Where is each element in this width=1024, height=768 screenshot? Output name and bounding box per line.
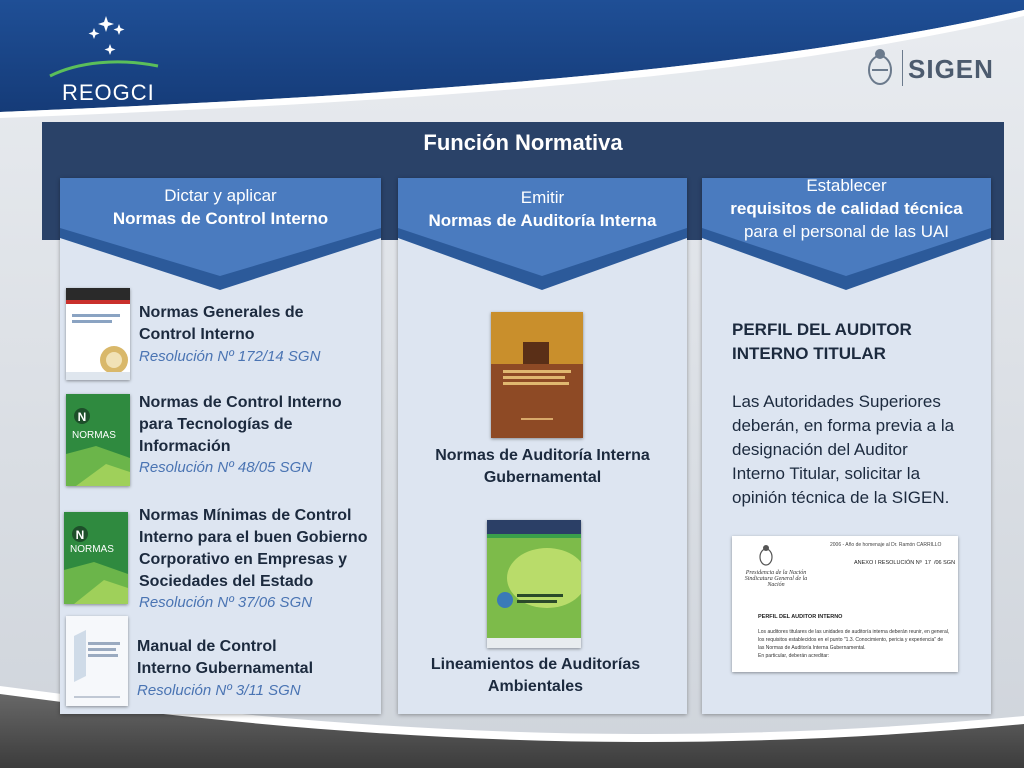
item-title: Normas Generales de Control Interno — [139, 304, 304, 343]
book-thumbnail-normas-auditoria — [491, 312, 583, 438]
profile-text: Las Autoridades Superiores deberán, en forma previa a la designación del Auditor Interno Titular, solicitar la opinión técnica de la SIGEN. — [732, 392, 955, 507]
book-thumbnail-manual-control — [66, 616, 128, 706]
document-header: 2006 - Año de homenaje al Dr. Ramón CARRILLO — [830, 542, 942, 548]
book-thumbnail-auditorias-ambientales — [487, 520, 581, 648]
column-requisitos-calidad — [702, 178, 991, 714]
reogci-brand-name: REOGCI — [62, 80, 155, 105]
heading-text: Establecer requisitos de calidad técnica para el personal de las UAI — [730, 176, 963, 241]
item-title: Normas de Auditoría Interna Gubernamental — [435, 447, 650, 486]
item-resolution: Resolución Nº 48/05 SGN — [139, 459, 313, 476]
page-title: Función Normativa — [423, 130, 623, 155]
item-resolution: Resolución Nº 172/14 SGN — [139, 348, 321, 365]
item-title: Normas Mínimas de Control Interno para el buen Gobierno Corporativo en Empresas y Sociedades del Estado — [139, 507, 368, 590]
document-crest-icon — [758, 544, 774, 566]
thumb-label: NORMAS — [70, 544, 114, 555]
heading-text: Dictar y aplicar Normas de Control Interno — [112, 186, 329, 228]
item-title: Normas de Control Interno para Tecnologías de Información — [139, 394, 342, 455]
book-thumbnail-gobierno-corporativo — [64, 512, 128, 604]
heading-text: Emitir Normas de Auditoría Interna — [428, 188, 657, 230]
book-thumbnail-normas-ti — [66, 394, 130, 486]
item-resolution: Resolución Nº 3/11 SGN — [137, 682, 301, 699]
resolution-document-preview — [732, 536, 958, 672]
column-control-interno — [60, 178, 381, 714]
national-crest-icon — [866, 46, 894, 88]
column-auditoria-interna — [398, 178, 687, 714]
thumb-letter: N — [77, 410, 87, 424]
sigen-brand-name: SIGEN — [908, 54, 994, 84]
document-annex: ANEXO I RESOLUCIÓN Nº 17 /06 SGN — [854, 560, 956, 566]
item-title: Manual de Control Interno Gubernamental — [137, 638, 314, 677]
document-heading: PERFIL DEL AUDITOR INTERNO — [758, 614, 843, 620]
document-body: Los auditores titulares de las unidades de auditoría interna deberán reunir, en general, los requisitos establecidos en el punto "1.3. Conocimiento, pericia y experiencia" de las Normas de Auditoría Interna Gubernamental. En particular, deberán acreditar: — [758, 629, 950, 659]
stars-icon — [86, 12, 146, 60]
column-heading — [702, 178, 991, 290]
thumb-label: NORMAS — [72, 430, 116, 441]
column-heading — [60, 178, 381, 290]
sigen-logo — [864, 44, 1004, 92]
item-title: Lineamientos de Auditorías Ambientales — [430, 656, 641, 695]
reogci-logo — [48, 12, 168, 105]
thumb-letter: N — [75, 528, 85, 542]
column-heading — [398, 178, 687, 290]
book-thumbnail-normas-generales — [66, 288, 130, 380]
document-org: Presidencia de la Nación Sindicatura General de la Nación — [744, 570, 808, 588]
item-resolution: Resolución Nº 37/06 SGN — [139, 594, 313, 611]
profile-title: PERFIL DEL AUDITOR INTERNO TITULAR — [732, 320, 912, 363]
logo-separator — [902, 50, 903, 86]
profile-block — [732, 318, 972, 510]
